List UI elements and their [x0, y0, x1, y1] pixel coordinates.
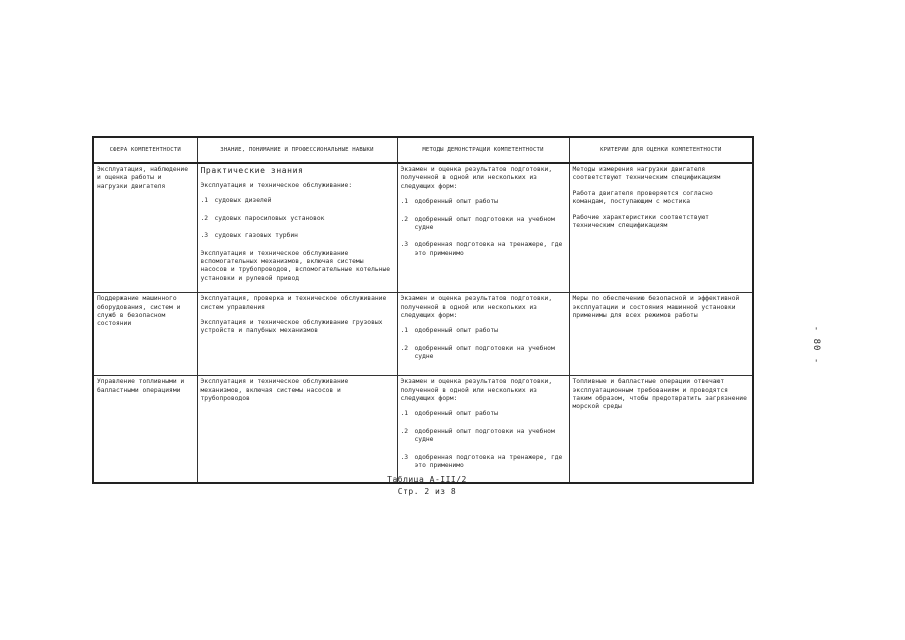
criteria-paragraph: Работа двигателя проверяется согласно командам, поступающим с мостика [572, 189, 713, 206]
criteria-cell [569, 376, 753, 483]
list-item-number: .1 [400, 327, 409, 335]
list-item-text: одобренный опыт работы [414, 327, 498, 335]
list-item-number: .2 [400, 427, 409, 435]
list-item [201, 232, 394, 240]
methods-intro: Экзамен и оценка результатов подготовки, полученной в одной или нескольких из следующих форм: [400, 378, 553, 403]
list-item-text: одобренный опыт подготовки на учебном судне [414, 215, 555, 232]
competence-text: Управление топливными и балластными операциями [97, 378, 185, 394]
competence-text: Поддержание машинного оборудования, систем и служб в безопасном состоянии [97, 295, 181, 328]
criteria-paragraph: Методы измерения нагрузки двигателя соответствуют техническим спецификациям [572, 166, 721, 182]
table-row [93, 163, 753, 293]
knowledge-paragraph: Эксплуатация и техническое обслуживание механизмов, включая системы насосов и трубопроводов [200, 378, 349, 403]
list-item [201, 197, 394, 205]
methods-cell [397, 376, 569, 483]
header-criteria: КРИТЕРИИ ДЛЯ ОЦЕНКИ КОМПЕТЕНТНОСТИ [569, 137, 753, 163]
knowledge-section-title: Практические знания [200, 166, 304, 175]
knowledge-cell [197, 376, 397, 483]
list-item [401, 241, 566, 258]
list-item-text: одобренная подготовка на тренажере, где это применимо [414, 241, 563, 257]
knowledge-paragraph: Эксплуатация, проверка и техническое обслуживание систем управления [200, 295, 387, 311]
list-item [401, 198, 566, 206]
criteria-cell [569, 163, 753, 293]
criteria-paragraph: Рабочие характеристики соответствуют техническим спецификациям [572, 213, 709, 230]
header-knowledge: ЗНАНИЕ, ПОНИМАНИЕ И ПРОФЕССИОНАЛЬНЫЕ НАВЫКИ [197, 137, 397, 163]
competence-text: Эксплуатация, наблюдение и оценка работы и нагрузки двигателя [97, 166, 188, 190]
table-row [93, 376, 753, 483]
methods-intro: Экзамен и оценка результатов подготовки, полученной в одной или нескольких из следующих форм: [400, 166, 553, 190]
list-item-text: одобренный опыт подготовки на учебном судне [414, 344, 555, 361]
competence-cell [93, 163, 197, 293]
list-item-number: .1 [400, 198, 409, 206]
table-row [93, 293, 753, 376]
list-item [401, 327, 566, 335]
list-item-text: одобренный опыт работы [414, 198, 498, 206]
list-item [401, 410, 566, 418]
competence-cell [93, 376, 197, 483]
header-methods: МЕТОДЫ ДЕМОНСТРАЦИИ КОМПЕТЕНТНОСТИ [397, 137, 569, 163]
criteria-cell [569, 293, 753, 376]
knowledge-cell [197, 293, 397, 376]
knowledge-intro: Эксплуатация и техническое обслуживание: [200, 182, 353, 189]
page-number: - 80 - [811, 325, 821, 365]
page-reference: Стр. 2 из 8 [397, 487, 457, 496]
knowledge-paragraph: Эксплуатация и техническое обслуживание вспомогательных механизмов, включая системы насосов и трубопроводов, вспомогательные котельные установки и рулевой привод [200, 249, 391, 282]
list-item-text: одобренная подготовка на тренажере, где это применимо [414, 453, 563, 470]
list-item-text: судовых дизелей [214, 197, 272, 205]
methods-cell [397, 163, 569, 293]
competence-cell [93, 293, 197, 376]
list-item [401, 345, 566, 362]
list-item-number: .1 [200, 197, 209, 205]
list-item-text: судовых газовых турбин [214, 232, 298, 240]
header-competence: СФЕРА КОМПЕТЕНТНОСТИ [93, 137, 197, 163]
list-item-number: .3 [400, 453, 409, 461]
list-item [401, 454, 566, 471]
methods-intro: Экзамен и оценка результатов подготовки, полученной в одной или нескольких из следующих форм: [400, 295, 553, 320]
list-item [401, 216, 566, 233]
list-item [401, 428, 566, 445]
list-item-number: .2 [400, 344, 409, 352]
methods-cell [397, 293, 569, 376]
criteria-paragraph: Меры по обеспечению безопасной и эффективной эксплуатации и состояния машинной установки применимы для всех режимов работы [572, 295, 740, 320]
table-header-row [93, 137, 753, 163]
list-item-number: .3 [400, 241, 409, 249]
list-item-number: .2 [200, 214, 209, 222]
table-reference: Таблица А-III/2 [387, 475, 467, 484]
list-item-text: одобренный опыт работы [414, 410, 498, 418]
list-item [201, 215, 394, 223]
knowledge-paragraph: Эксплуатация и техническое обслуживание грузовых устройств и палубных механизмов [200, 319, 383, 335]
list-item-text: одобренный опыт подготовки на учебном судне [414, 427, 555, 444]
list-item-number: .2 [400, 215, 409, 223]
list-item-number: .3 [200, 232, 209, 240]
list-item-text: судовых паросиловых установок [214, 214, 325, 222]
criteria-paragraph: Топливные и балластные операции отвечают эксплуатационным требованиям и проводятся таким образом, чтобы предотвратить загрязнение морской среды [572, 378, 747, 411]
list-item-number: .1 [400, 410, 409, 418]
knowledge-cell [197, 163, 397, 293]
competence-table [92, 136, 754, 484]
